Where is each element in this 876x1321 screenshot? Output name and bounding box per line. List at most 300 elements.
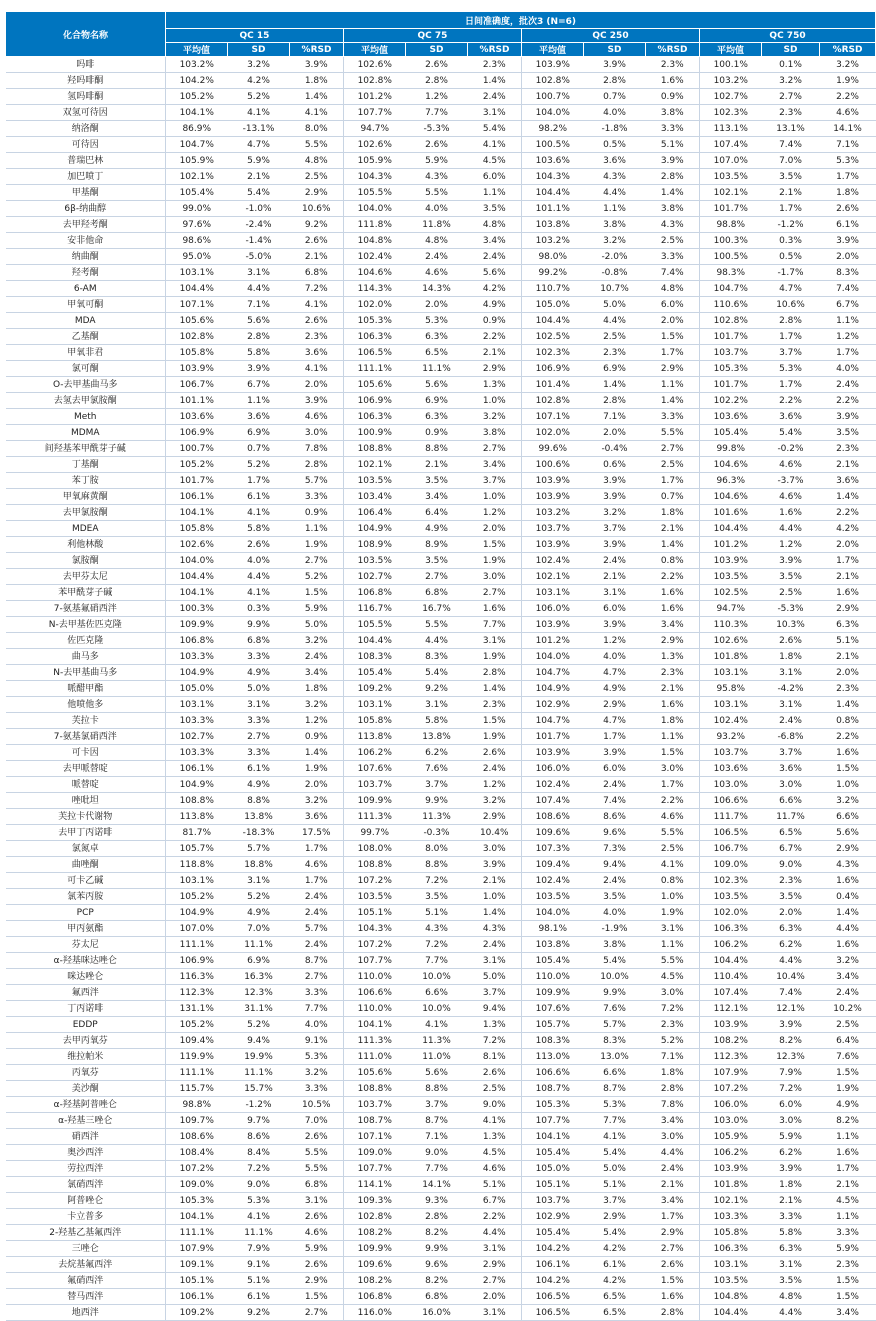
cell-rsd: 9.1% [290, 1033, 344, 1049]
cell-sd: 0.5% [762, 249, 820, 265]
accuracy-table-container [5, 11, 863, 1321]
cell-sd: 3.5% [406, 473, 468, 489]
cell-rsd: 3.5% [468, 201, 522, 217]
cell-rsd: 2.3% [468, 697, 522, 713]
cell-rsd: 4.1% [468, 1113, 522, 1129]
cell-rsd: 1.1% [468, 185, 522, 201]
cell-rsd: 2.4% [820, 985, 876, 1001]
cell-sd: 0.3% [228, 601, 290, 617]
cell-mean: 107.9% [700, 1065, 762, 1081]
cell-sd: 3.9% [762, 1017, 820, 1033]
table-row [6, 953, 876, 969]
cell-rsd: 14.1% [820, 121, 876, 137]
cell-sd: 9.2% [406, 681, 468, 697]
cell-sd: 2.6% [762, 633, 820, 649]
cell-sd: -0.4% [584, 441, 646, 457]
cell-rsd: 3.4% [820, 1305, 876, 1321]
cell-rsd: 6.8% [290, 1177, 344, 1193]
cell-sd: 4.6% [762, 489, 820, 505]
cell-rsd: 1.2% [290, 713, 344, 729]
table-row [6, 361, 876, 377]
cell-rsd: 1.9% [468, 729, 522, 745]
sub-header-sd: SD [762, 43, 820, 57]
table-row [6, 601, 876, 617]
cell-sd: 10.4% [762, 969, 820, 985]
cell-mean: 113.8% [166, 809, 228, 825]
table-body [6, 57, 876, 1321]
table-row [6, 153, 876, 169]
cell-rsd: 1.3% [646, 649, 700, 665]
table-row [6, 137, 876, 153]
cell-mean: 104.4% [166, 569, 228, 585]
cell-sd: 4.4% [228, 281, 290, 297]
cell-rsd: 5.9% [820, 1241, 876, 1257]
cell-mean: 105.4% [522, 1225, 584, 1241]
cell-mean: 103.9% [522, 57, 584, 73]
cell-sd: -0.8% [584, 265, 646, 281]
cell-rsd: 4.6% [646, 809, 700, 825]
table-row [6, 73, 876, 89]
cell-mean: 98.8% [700, 217, 762, 233]
cell-rsd: 1.4% [468, 73, 522, 89]
cell-rsd: 2.5% [646, 841, 700, 857]
cell-sd: 3.1% [762, 697, 820, 713]
cell-mean: 105.4% [344, 665, 406, 681]
group-header-qc75: QC 75 [344, 29, 522, 43]
cell-sd: 7.4% [762, 137, 820, 153]
cell-rsd: 2.3% [820, 1257, 876, 1273]
cell-sd: 9.4% [228, 1033, 290, 1049]
compound-name: 卡立普多 [6, 1209, 166, 1225]
cell-sd: 9.0% [228, 1177, 290, 1193]
table-row [6, 169, 876, 185]
cell-mean: 106.0% [522, 761, 584, 777]
cell-rsd: 9.2% [290, 217, 344, 233]
cell-rsd: 4.6% [468, 1161, 522, 1177]
cell-rsd: 1.7% [646, 777, 700, 793]
table-row [6, 185, 876, 201]
cell-mean: 108.2% [344, 1273, 406, 1289]
table-row [6, 633, 876, 649]
cell-sd: 16.7% [406, 601, 468, 617]
cell-rsd: 3.4% [646, 1193, 700, 1209]
compound-name: 可卡乙碱 [6, 873, 166, 889]
cell-sd: 13.8% [406, 729, 468, 745]
table-row [6, 249, 876, 265]
cell-mean: 108.8% [166, 793, 228, 809]
cell-sd: 2.4% [584, 873, 646, 889]
cell-mean: 106.9% [344, 393, 406, 409]
cell-sd: 4.9% [406, 521, 468, 537]
table-row [6, 1161, 876, 1177]
cell-mean: 105.1% [166, 1273, 228, 1289]
cell-mean: 105.6% [344, 377, 406, 393]
cell-rsd: 2.4% [468, 249, 522, 265]
cell-mean: 116.7% [344, 601, 406, 617]
cell-mean: 107.0% [166, 921, 228, 937]
cell-sd: 9.7% [228, 1113, 290, 1129]
cell-mean: 102.9% [522, 1209, 584, 1225]
cell-sd: 8.3% [584, 1033, 646, 1049]
cell-sd: 3.9% [762, 1161, 820, 1177]
cell-rsd: 4.2% [468, 281, 522, 297]
cell-sd: 5.2% [228, 889, 290, 905]
cell-rsd: 3.1% [468, 953, 522, 969]
cell-sd: 4.1% [228, 1209, 290, 1225]
cell-mean: 106.6% [700, 793, 762, 809]
cell-sd: 8.8% [228, 793, 290, 809]
cell-rsd: 1.4% [468, 681, 522, 697]
cell-rsd: 3.4% [290, 665, 344, 681]
cell-rsd: 4.3% [468, 921, 522, 937]
cell-mean: 111.3% [344, 809, 406, 825]
cell-rsd: 2.0% [646, 313, 700, 329]
cell-mean: 96.3% [700, 473, 762, 489]
cell-mean: 102.1% [344, 457, 406, 473]
cell-mean: 105.3% [700, 361, 762, 377]
cell-rsd: 2.4% [468, 761, 522, 777]
cell-sd: 2.7% [762, 89, 820, 105]
cell-sd: 7.0% [228, 921, 290, 937]
cell-rsd: 2.5% [290, 169, 344, 185]
cell-mean: 110.4% [700, 969, 762, 985]
cell-sd: 5.0% [584, 1161, 646, 1177]
cell-sd: 8.8% [406, 1081, 468, 1097]
cell-rsd: 3.3% [290, 1081, 344, 1097]
cell-rsd: 0.9% [290, 729, 344, 745]
cell-rsd: 2.3% [468, 57, 522, 73]
cell-mean: 108.2% [344, 1225, 406, 1241]
cell-rsd: 1.4% [820, 489, 876, 505]
compound-name: EDDP [6, 1017, 166, 1033]
cell-rsd: 4.6% [820, 105, 876, 121]
cell-mean: 104.6% [344, 265, 406, 281]
cell-sd: 5.6% [228, 313, 290, 329]
compound-name: 加巴喷丁 [6, 169, 166, 185]
cell-rsd: 1.9% [468, 649, 522, 665]
cell-mean: 105.1% [522, 1177, 584, 1193]
cell-sd: 3.2% [762, 73, 820, 89]
cell-mean: 106.8% [344, 585, 406, 601]
cell-rsd: 1.4% [646, 393, 700, 409]
cell-mean: 107.2% [166, 1161, 228, 1177]
cell-mean: 131.1% [166, 1001, 228, 1017]
compound-name: 去甲氯胺酮 [6, 505, 166, 521]
cell-rsd: 10.2% [820, 1001, 876, 1017]
cell-rsd: 6.0% [646, 297, 700, 313]
cell-mean: 101.7% [700, 201, 762, 217]
cell-sd: 11.1% [228, 937, 290, 953]
cell-rsd: 2.9% [290, 185, 344, 201]
cell-mean: 109.9% [166, 617, 228, 633]
table-row [6, 297, 876, 313]
cell-rsd: 3.8% [646, 201, 700, 217]
cell-rsd: 5.1% [646, 137, 700, 153]
cell-sd: 0.7% [228, 441, 290, 457]
cell-rsd: 1.0% [468, 489, 522, 505]
cell-sd: 0.3% [762, 233, 820, 249]
cell-rsd: 1.7% [646, 345, 700, 361]
cell-rsd: 2.2% [820, 729, 876, 745]
cell-mean: 104.6% [700, 489, 762, 505]
cell-sd: 8.8% [406, 857, 468, 873]
cell-rsd: 4.5% [820, 1193, 876, 1209]
cell-rsd: 7.8% [646, 1097, 700, 1113]
cell-sd: -4.2% [762, 681, 820, 697]
table-row [6, 1145, 876, 1161]
cell-mean: 102.1% [700, 185, 762, 201]
cell-rsd: 3.3% [646, 249, 700, 265]
cell-sd: 7.6% [406, 761, 468, 777]
compound-name: 去甲丙氧芬 [6, 1033, 166, 1049]
cell-sd: 4.3% [584, 169, 646, 185]
cell-rsd: 2.1% [646, 681, 700, 697]
cell-rsd: 3.4% [646, 617, 700, 633]
cell-sd: 0.6% [584, 457, 646, 473]
compound-name: 去甲哌替啶 [6, 761, 166, 777]
cell-sd: 3.8% [584, 937, 646, 953]
compound-name: Meth [6, 409, 166, 425]
cell-sd: 7.4% [762, 985, 820, 1001]
cell-mean: 103.2% [166, 57, 228, 73]
cell-sd: 4.9% [228, 777, 290, 793]
cell-rsd: 9.0% [468, 1097, 522, 1113]
table-row [6, 473, 876, 489]
cell-sd: 11.1% [228, 1225, 290, 1241]
cell-rsd: 0.8% [646, 553, 700, 569]
cell-mean: 104.9% [166, 665, 228, 681]
cell-rsd: 1.2% [468, 777, 522, 793]
accuracy-table [5, 11, 876, 1321]
compound-name: 安非他命 [6, 233, 166, 249]
cell-mean: 101.2% [700, 537, 762, 553]
sub-header-sd: SD [584, 43, 646, 57]
cell-sd: 5.6% [406, 377, 468, 393]
cell-sd: 5.9% [228, 153, 290, 169]
cell-rsd: 3.9% [820, 233, 876, 249]
cell-sd: 3.7% [406, 777, 468, 793]
cell-rsd: 3.0% [468, 569, 522, 585]
cell-rsd: 1.0% [646, 889, 700, 905]
cell-rsd: 1.1% [820, 313, 876, 329]
cell-mean: 98.3% [700, 265, 762, 281]
cell-rsd: 2.6% [646, 1257, 700, 1273]
cell-sd: -5.3% [762, 601, 820, 617]
cell-rsd: 2.0% [468, 521, 522, 537]
cell-rsd: 1.9% [646, 905, 700, 921]
cell-sd: 0.7% [584, 89, 646, 105]
cell-sd: 7.7% [406, 1161, 468, 1177]
cell-rsd: 1.8% [646, 1065, 700, 1081]
cell-rsd: 1.6% [646, 585, 700, 601]
cell-sd: 6.9% [228, 425, 290, 441]
cell-mean: 95.8% [700, 681, 762, 697]
cell-sd: 7.1% [584, 409, 646, 425]
cell-mean: 102.4% [522, 873, 584, 889]
compound-name: 三唑仑 [6, 1241, 166, 1257]
cell-mean: 103.1% [700, 697, 762, 713]
cell-rsd: 6.8% [290, 265, 344, 281]
span-title: 日间准确度，批次3 (N=6) [166, 12, 876, 29]
cell-rsd: 4.8% [646, 281, 700, 297]
table-row [6, 1193, 876, 1209]
cell-sd: 5.4% [406, 665, 468, 681]
cell-mean: 111.1% [344, 361, 406, 377]
cell-sd: 11.8% [406, 217, 468, 233]
cell-rsd: 5.2% [290, 569, 344, 585]
cell-sd: 10.0% [406, 969, 468, 985]
cell-rsd: 2.7% [468, 441, 522, 457]
table-row [6, 569, 876, 585]
cell-sd: 2.8% [228, 329, 290, 345]
cell-sd: 2.0% [584, 425, 646, 441]
cell-rsd: 4.6% [290, 1225, 344, 1241]
cell-sd: 2.8% [584, 73, 646, 89]
table-row [6, 937, 876, 953]
cell-sd: 0.1% [762, 57, 820, 73]
cell-sd: 3.0% [762, 1113, 820, 1129]
compound-name: PCP [6, 905, 166, 921]
cell-mean: 103.1% [166, 265, 228, 281]
cell-sd: -1.7% [762, 265, 820, 281]
cell-mean: 105.1% [344, 905, 406, 921]
table-row [6, 809, 876, 825]
cell-rsd: 3.4% [646, 1113, 700, 1129]
cell-sd: -1.2% [228, 1097, 290, 1113]
cell-rsd: 4.2% [820, 521, 876, 537]
cell-rsd: 1.5% [290, 585, 344, 601]
cell-sd: 4.4% [584, 313, 646, 329]
cell-mean: 104.4% [700, 521, 762, 537]
cell-rsd: 3.3% [290, 985, 344, 1001]
cell-mean: 100.5% [522, 137, 584, 153]
cell-rsd: 1.9% [290, 761, 344, 777]
cell-sd: 3.6% [228, 409, 290, 425]
cell-sd: 4.9% [584, 681, 646, 697]
cell-mean: 107.1% [166, 297, 228, 313]
cell-rsd: 0.9% [468, 313, 522, 329]
cell-rsd: 1.8% [290, 73, 344, 89]
cell-rsd: 1.5% [468, 537, 522, 553]
sub-header-rsd: %RSD [820, 43, 876, 57]
compound-name: α-羟基阿普唑仑 [6, 1097, 166, 1113]
cell-rsd: 5.9% [290, 601, 344, 617]
table-row [6, 57, 876, 73]
cell-rsd: 2.1% [820, 569, 876, 585]
cell-rsd: 1.2% [468, 505, 522, 521]
cell-mean: 103.4% [344, 489, 406, 505]
cell-rsd: 1.1% [820, 1129, 876, 1145]
cell-sd: 5.1% [228, 1273, 290, 1289]
cell-mean: 107.7% [344, 953, 406, 969]
cell-mean: 101.7% [700, 377, 762, 393]
cell-mean: 102.3% [522, 345, 584, 361]
cell-mean: 104.7% [166, 137, 228, 153]
cell-rsd: 3.2% [290, 1065, 344, 1081]
cell-mean: 105.8% [166, 345, 228, 361]
cell-rsd: 2.9% [646, 361, 700, 377]
cell-sd: 4.7% [228, 137, 290, 153]
cell-rsd: 7.0% [290, 1113, 344, 1129]
cell-sd: 2.8% [406, 73, 468, 89]
cell-sd: 13.0% [584, 1049, 646, 1065]
cell-sd: 3.9% [584, 489, 646, 505]
cell-mean: 102.4% [522, 777, 584, 793]
cell-rsd: 2.6% [468, 745, 522, 761]
cell-mean: 111.3% [344, 1033, 406, 1049]
cell-rsd: 1.5% [820, 1273, 876, 1289]
cell-rsd: 1.6% [820, 873, 876, 889]
cell-sd: -3.7% [762, 473, 820, 489]
cell-sd: 4.4% [584, 185, 646, 201]
cell-sd: 8.8% [406, 441, 468, 457]
cell-rsd: 7.8% [290, 441, 344, 457]
cell-mean: 100.3% [166, 601, 228, 617]
cell-rsd: 7.1% [646, 1049, 700, 1065]
cell-sd: 9.3% [406, 1193, 468, 1209]
cell-mean: 108.3% [522, 1033, 584, 1049]
cell-sd: 2.0% [406, 297, 468, 313]
table-row [6, 217, 876, 233]
cell-rsd: 7.7% [290, 1001, 344, 1017]
cell-mean: 106.9% [522, 361, 584, 377]
cell-mean: 112.3% [166, 985, 228, 1001]
cell-mean: 102.1% [522, 569, 584, 585]
cell-mean: 106.3% [700, 921, 762, 937]
cell-rsd: 6.3% [820, 617, 876, 633]
cell-rsd: 2.0% [468, 1289, 522, 1305]
cell-sd: 2.1% [762, 185, 820, 201]
compound-name: 可待因 [6, 137, 166, 153]
cell-rsd: 1.6% [820, 937, 876, 953]
cell-sd: 18.8% [228, 857, 290, 873]
cell-mean: 102.8% [522, 73, 584, 89]
cell-rsd: 5.7% [290, 473, 344, 489]
cell-sd: 8.7% [406, 1113, 468, 1129]
cell-mean: 104.9% [166, 777, 228, 793]
cell-mean: 111.8% [344, 217, 406, 233]
cell-sd: 12.1% [762, 1001, 820, 1017]
cell-rsd: 1.5% [820, 1065, 876, 1081]
cell-sd: 6.5% [406, 345, 468, 361]
cell-sd: 4.8% [406, 233, 468, 249]
cell-sd: -18.3% [228, 825, 290, 841]
cell-sd: 3.1% [228, 697, 290, 713]
cell-sd: 13.8% [228, 809, 290, 825]
cell-sd: 10.6% [762, 297, 820, 313]
cell-mean: 106.5% [700, 825, 762, 841]
cell-rsd: 1.7% [820, 345, 876, 361]
cell-rsd: 1.8% [290, 681, 344, 697]
group-header-qc250: QC 250 [522, 29, 700, 43]
compound-name: 哌替啶 [6, 777, 166, 793]
cell-sd: 6.7% [762, 841, 820, 857]
cell-mean: 106.3% [344, 409, 406, 425]
cell-rsd: 3.6% [820, 473, 876, 489]
cell-sd: 2.0% [762, 905, 820, 921]
cell-sd: 4.2% [584, 1241, 646, 1257]
cell-mean: 108.0% [344, 841, 406, 857]
cell-rsd: 3.9% [290, 393, 344, 409]
cell-rsd: 1.3% [468, 1017, 522, 1033]
cell-sd: 3.1% [762, 1257, 820, 1273]
cell-rsd: 4.1% [290, 105, 344, 121]
table-row [6, 841, 876, 857]
cell-sd: 7.7% [584, 1113, 646, 1129]
cell-sd: 3.1% [406, 697, 468, 713]
cell-sd: 11.0% [406, 1049, 468, 1065]
cell-rsd: 6.7% [820, 297, 876, 313]
